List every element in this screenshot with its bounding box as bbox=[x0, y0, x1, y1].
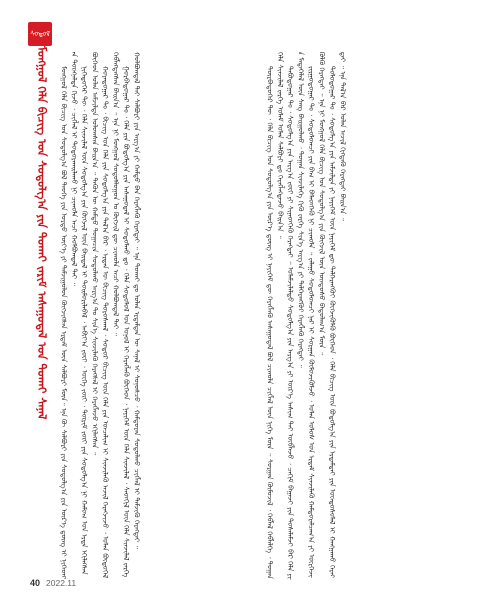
paragraph: ᠮᠣᠩᠭᠣᠯ ᠬᠡᠯᠡ ᠪᠢᠴᠢᠭ ᠤᠨ ᠰᠤᠳᠤᠯᠭ᠎ᠠ ᠪᠣᠯ ᠲᠡᠦᠬᠡ ᠶᠢᠨ ᠤᠷᠲᠤ ᠦᠶ᠎ᠡ ᠶᠢ ᠳᠠᠮᠵᠢᠭᠤᠯᠤᠨ ᠬᠥᠭᠵᠢᠭᠰᠡᠨ ᠡᠷᠳᠡᠮ ᠦᠨ ᠰᠠᠯᠪᠤᠷᠢ ᠮᠥᠨ᠃ ᠡᠨᠡ ᠬᠦ ᠰᠠᠯᠪᠤᠷᠢ ᠶᠢᠨ ᠰᠤᠳᠤᠯᠭ᠎ᠠ ᠶᠢᠨ ᠦᠷ᠎ᠡ ᠳ᠋ᠦᠩ ᠢ ᠨᠢᠭᠡᠳᠬᠡᠨ ᠳᠦᠩᠨᠡᠯᠲᠡ ᠬᠢᠵᠦ ᠂ ᠴᠢᠭᠯᠡᠯ ᠢ ᠲᠣᠳᠤᠷᠬᠠᠢᠯᠠᠬᠤ ᠨᠢ ᠴᠢᠬᠤᠯᠠ ᠠᠴᠢ ᠬᠣᠯᠪᠣᠭᠳᠠᠯ ᠲᠠᠢ ᠃ bbox=[59, 52, 79, 579]
issue-date: 2022.11 bbox=[46, 578, 77, 588]
paragraph: ᠵᠢᠷᠭᠤᠳᠤᠭᠠᠷ ᠲᠤ ᠂ ᠰᠤᠳᠤᠯᠤᠭᠴᠢ ᠶᠢᠨ ᠪᠠᠭ ᠢ ᠪᠡᠯᠡᠳᠬᠡᠬᠦ ᠨᠢ ᠴᠢᠬᠤᠯᠠ ᠃ ᠵᠠᠯᠠᠭᠤ ᠰᠤᠳᠤᠯᠤᠭᠴᠢ ᠨᠠᠷ ᠢ ᠰᠤᠷᠭᠠᠨ ᠬᠦᠮᠦᠵᠢᠭᠦᠯᠵᠦ ᠂ ᠣᠯᠠᠨ ᠤᠯᠤᠰ ᠤᠨ ᠡᠷᠳᠡᠮ ᠰᠢᠨᠵᠢᠯᠡᠬᠦ ᠬᠠᠮᠲᠤᠷᠠᠯᠴᠠᠭ᠎ᠠ ᠶᠢ ᠥᠷᠭᠡᠵᠢᠭᠦᠯᠬᠦ ᠬᠡᠷᠡᠭᠲᠡᠢ ᠃ ᠡᠨᠡ ᠨᠢ ᠮᠣᠩᠭᠣᠯ ᠬᠡᠯᠡ ᠪᠢᠴᠢᠭ ᠤᠨ ᠰᠤᠳᠤᠯᠭ᠎ᠠ ᠶᠢᠨ ᠬᠥᠭᠵᠢᠯ ᠦᠨ ᠦᠨᠳᠦᠰᠦ ᠪᠠᠲᠤᠯᠠᠭ᠎ᠠ ᠮᠥᠨ ᠃ bbox=[307, 52, 327, 579]
text-column-b bbox=[264, 52, 462, 580]
paragraph: ᠨᠢᠭᠡᠳᠦᠭᠡᠷ ᠲᠦ ᠂ ᠬᠡᠯᠡ ᠰᠢᠨᠵᠢᠯᠡᠯ ᠦᠨ ᠰᠤᠳᠤᠯᠭ᠎ᠠ ᠶᠢᠨ ᠬᠥᠭᠵᠢᠯ ᠦᠨ ᠪᠠᠢᠳᠠᠯ ᠢ ᠲᠣᠢᠮᠣᠷᠢᠯᠠᠪᠠᠯ ᠂ ᠠᠪᠢᠶ᠎ᠠ ᠵᠦᠢ ᠂ ᠦᠭᠡ ᠵᠦᠢ ᠂ ᠳᠦᠷᠢᠮ ᠵᠦᠢ ᠶᠢᠨ ᠰᠤᠳᠤᠯᠭ᠎ᠠ ᠨᠢ ᠬᠠᠮᠤᠭ ᠤᠨ ᠡᠷᠲᠡ ᠡᠬᠢᠯᠡᠭᠰᠡᠨ ᠪᠥᠭᠡᠳ ᠣᠯᠠᠨ ᠠᠮᠵᠢᠯᠲᠠ ᠣᠯᠤᠭᠰᠠᠨ ᠪᠠᠢᠨ᠎ᠠ ᠃ ᠲᠡᠭᠦᠨ ᠦ ᠬᠠᠮᠲᠤ ᠲᠣᠭᠠᠴᠢᠨ ᠰᠤᠳᠤᠯᠬᠤ ᠠᠷᠭ᠎ᠠ ᠲᠤ ᠰᠢᠨ᠎ᠡ ᠰᠢᠨᠵᠢᠯᠡᠬᠦ ᠬᠡᠷᠡᠭᠰᠡᠯ ᠢ ᠬᠡᠷᠡᠭᠯᠡᠵᠦ ᠡᠬᠢᠯᠡᠭᠰᠡᠨ ᠃ bbox=[80, 52, 100, 576]
section-tag bbox=[28, 22, 52, 46]
paragraph: ᠳᠥᠷᠪᠡᠳᠦᠭᠡᠷ ᠲᠦ ᠂ ᠬᠡᠯᠡ ᠪᠢᠴᠢᠭ ᠤᠨ ᠰᠤᠳᠤᠯᠭ᠎ᠠ ᠶᠢᠨ ᠦᠷ᠎ᠡ ᠳ᠋ᠦᠩ ᠢ ᠨᠡᠶᠢᠭᠡᠮ ᠳᠦ ᠬᠡᠷᠡᠭᠯᠡᠬᠦ ᠠᠰᠠᠭᠤᠳᠠᠯ ᠪᠣᠯ ᠴᠢᠬᠤᠯᠠ ᠴᠢᠭᠯᠡᠯ ᠦᠨ ᠨᠢᠭᠡ ᠮᠥᠨ ᠃ ᠰᠤᠷᠭᠠᠨ ᠬᠦᠮᠦᠵᠢᠯ ᠂ ᠬᠡᠪᠯᠡᠯ ᠬᠡᠪᠯᠡᠯᠭᠡ ᠂ ᠲᠣᠭᠠᠨ ᠬᠡᠯᠡ ᠰᠢᠨᠵᠢᠯᠡᠯ ᠵᠡᠷᠭᠡ ᠤᠯᠠᠮ ᠣᠯᠠᠨ ᠰᠠᠯᠪᠤᠷᠢ ᠳᠤ ᠬᠡᠷᠡᠭᠯᠡᠭᠳᠡᠵᠦ ᠪᠠᠢᠨ᠎ᠠ ᠃ bbox=[265, 52, 285, 580]
section-tag-label: ᠰᠤᠳᠤᠯ bbox=[30, 29, 50, 38]
paragraph: ᠳᠣᠯᠣᠳᠤᠭᠠᠷ ᠲᠤ ᠂ ᠰᠤᠳᠤᠯᠭ᠎ᠠ ᠶᠢᠨ ᠠᠮᠵᠢᠯᠲᠠ ᠶᠢ ᠨᠡᠶᠢᠭᠡᠮ ᠦᠨ ᠨᠡᠶᠢᠭᠡᠮ ᠳᠦ ᠳᠡᠯᠭᠡᠷᠡᠩᠭᠦᠢ ᠬᠥᠭᠵᠢᠭᠦᠯᠬᠦ ᠪᠥᠭᠡᠳ ᠂ ᠬᠡᠯᠡ ᠪᠢᠴᠢᠭ ᠦᠨ ᠪᠣᠳᠤᠯᠭ᠎ᠠ ᠶᠢᠨ ᠡᠷᠳᠡᠮᠲᠡᠢ ᠶᠢᠨ ᠦᠨᠳᠦᠰᠦᠯᠡᠯ ᠢ ᠬᠠᠩᠭᠠᠬᠤ ᠬᠡᠷᠡᠭᠲᠡᠢ ᠃ ᠡᠨᠡ ᠲᠠᠯ᠎ᠠ ᠪᠠᠷ ᠣᠯᠠᠨ ᠠᠵᠢᠯ ᠬᠢᠭᠳᠡᠬᠦ ᠬᠡᠷᠡᠭᠲᠡᠢ ᠪᠠᠢᠨ᠎ᠠ ᠃ bbox=[327, 52, 348, 578]
page-footer bbox=[30, 578, 76, 588]
page-number: 40 bbox=[30, 578, 41, 588]
article-title: ᠮᠣᠩᠭᠣᠯ ᠬᠡᠯᠡ ᠪᠢᠴᠢᠭ ᠤᠨ ᠰᠤᠳᠤᠯᠭ᠎ᠠ ᠶᠢᠨ ᠲᠤᠬᠠᠢ ᠵᠠᠷᠢᠮ ᠠᠰᠠᠭᠤᠳᠠᠯ ᠤᠨ ᠲᠤᠬᠠᠢ ᠰᠠᠨᠠᠯ bbox=[35, 46, 49, 420]
article-body bbox=[58, 52, 462, 582]
paragraph: ᠬᠣᠶᠠᠳᠤᠭᠠᠷ ᠲᠤ ᠂ ᠪᠢᠴᠢᠭ ᠤᠨ ᠬᠡᠯᠡ ᠶᠢᠨ ᠰᠤᠳᠤᠯᠭ᠎ᠠ ᠶᠢᠨ ᠲᠠᠯ᠎ᠠ ᠪᠠᠷ ᠂ ᠡᠷᠲᠡᠨ ᠦ ᠪᠢᠴᠢᠭ ᠳᠤᠷᠤᠰᠬᠠᠯ ᠂ ᠰᠤᠳᠤᠷ ᠪᠢᠴᠢᠭ ᠦᠨ ᠬᠡᠯᠡ ᠶᠢᠨ ᠣᠨᠴᠠᠯᠢᠭ ᠢ ᠰᠢᠨᠵᠢᠯᠡᠬᠦ ᠠᠵᠢᠯ ᠬᠡᠷᠡᠭᠵᠢᠵᠦ ᠂ ᠣᠯᠠᠨ ᠪᠦᠲᠦᠭᠡᠯ ᠬᠡᠪᠯᠡᠭᠳᠡᠭᠰᠡᠨ ᠪᠠᠢᠨ᠎ᠠ ᠃ ᠡᠨᠡ ᠨᠢ ᠮᠣᠩᠭᠣᠯ ᠰᠤᠳᠤᠯᠯᠤᠭᠤᠨ ᠤ ᠬᠥᠭᠵᠢᠯ ᠳᠦ ᠴᠢᠬᠤᠯᠠ ᠠᠴᠢ ᠬᠣᠯᠪᠣᠭᠳᠠᠯ ᠲᠠᠢ ᠃ bbox=[101, 52, 121, 579]
paragraph: ᠲᠠᠪᠤᠳᠤᠭᠠᠷ ᠲᠤ ᠂ ᠰᠤᠳᠤᠯᠭ᠎ᠠ ᠶᠢᠨ ᠠᠷᠭ᠎ᠠ ᠵᠦᠢ ᠶᠢ ᠰᠢᠨᠡᠳᠭᠡᠬᠦ ᠬᠡᠷᠡᠭᠲᠡᠢ ᠃ ᠤᠯᠠᠮᠵᠢᠯᠠᠯᠲᠤ ᠰᠤᠳᠤᠯᠭ᠎ᠠ ᠶᠢᠨ ᠠᠷᠭ᠎ᠠ ᠶᠢ ᠦᠷ᠎ᠡ ᠠᠰᠢᠭ ᠲᠠᠢ ᠥᠪᠯᠡᠵᠦ ᠂ ᠴᠠᠬᠢᠮ ᠪᠠᠭᠠᠵᠢ ᠶᠢᠨ ᠲᠤᠰᠠᠯᠠᠮᠵᠢ ᠪᠠᠷ ᠬᠡᠯᠡ ᠶᠢᠨ ᠮᠡᠳᠡᠭᠡᠯᠡᠯ ᠦᠨ ᠰᠠᠩ ᠪᠠᠢᠭᠤᠯᠬᠤ ᠂ ᠲᠣᠭᠠᠨ ᠰᠢᠨᠵᠢᠯᠡᠭᠡ ᠬᠢᠬᠦ ᠵᠡᠷᠭᠡ ᠰᠢᠨ᠎ᠡ ᠠᠷᠭ᠎ᠠ ᠶᠢ ᠳᠡᠯᠭᠡᠷᠡᠩᠭᠦᠢ ᠬᠡᠷᠡᠭᠯᠡᠬᠦ ᠬᠡᠷᠡᠭᠲᠡᠢ ᠃ bbox=[286, 52, 306, 580]
column-divider bbox=[260, 52, 261, 580]
text-column-a bbox=[58, 52, 256, 580]
paragraph: ᠭᠤᠷᠪᠠᠳᠤᠭᠠᠷ ᠲᠤ ᠂ ᠬᠡᠯᠡ ᠶᠢᠨ ᠪᠣᠳᠤᠯᠭ᠎ᠠ ᠶᠢᠨ ᠠᠰᠠᠭᠤᠳᠠᠯ ᠢ ᠰᠤᠳᠤᠯᠬᠤ ᠳᠤ ᠂ ᠬᠡᠯᠡ ᠰᠤᠳᠤᠯᠤᠯ ᠤᠨ ᠣᠨᠣᠯ ᠢ ᠬᠡᠷᠡᠭᠯᠡᠬᠦ ᠪᠥᠭᠡᠳ ᠂ ᠨᠡᠶᠢᠭᠡᠮ ᠦᠨ ᠬᠡᠯᠡ ᠰᠢᠨᠵᠢᠯᠡᠯ ᠂ ᠰᠡᠳᠬᠢᠯ ᠦᠨ ᠬᠡᠯᠡ ᠰᠢᠨᠵᠢᠯᠡᠯ ᠵᠡᠷᠭᠡ ᠬᠣᠯᠪᠣᠭᠳᠠᠯ ᠲᠠᠢ ᠰᠠᠯᠪᠤᠷᠢ ᠶᠢᠨ ᠠᠷᠭ᠎ᠠ ᠶᠢ ᠬᠠᠮᠲᠤ ᠪᠠᠨ ᠬᠡᠷᠡᠭᠯᠡᠬᠦ ᠬᠡᠷᠡᠭᠲᠡᠢ ᠃ ᠡᠨᠡ ᠲᠤᠬᠠᠢ ᠳᠤ ᠣᠯᠠᠨ ᠡᠷᠳᠡᠮᠲᠡᠨ ᠦ ᠰᠠᠨᠠᠯ ᠢ ᠰᠣᠨᠤᠰᠴᠤ ᠂ ᠬᠠᠮᠲᠤᠷᠠᠨ ᠰᠤᠳᠤᠯᠬᠤ ᠴᠢᠭᠯᠡᠯ ᠢ ᠳᠡᠮᠵᠢᠬᠦ ᠬᠡᠷᠡᠭᠲᠡᠢ ᠃ bbox=[121, 52, 142, 578]
